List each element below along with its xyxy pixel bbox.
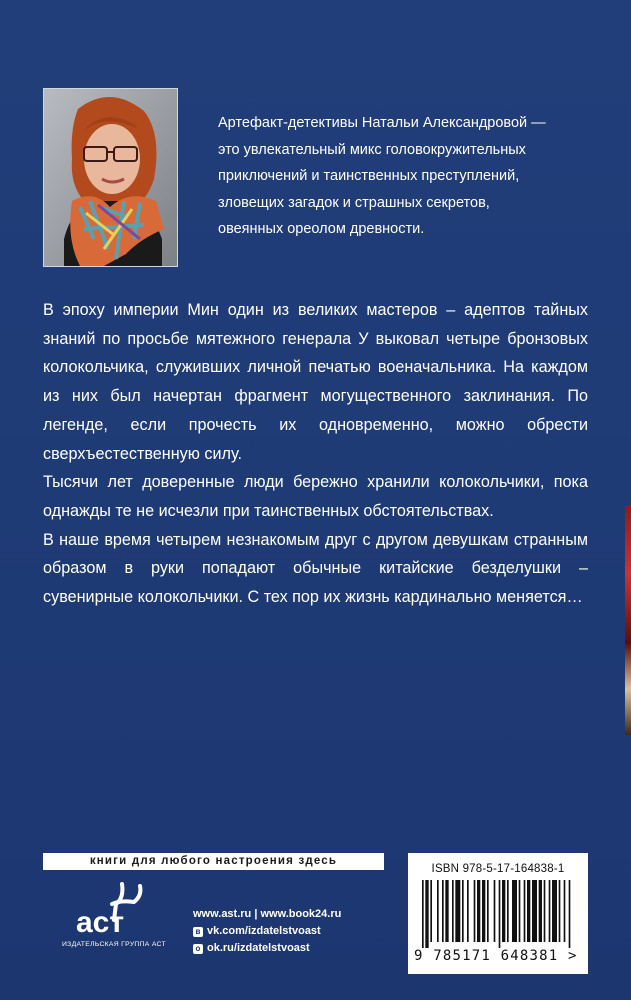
blurb-line: овеянных ореолом древности. — [218, 221, 425, 237]
isbn-label: ISBN 978-5-17-164838-1 — [431, 863, 565, 875]
barcode-bar — [462, 880, 464, 942]
barcode-bar — [452, 880, 454, 942]
publisher-caption: ИЗДАТЕЛЬСКАЯ ГРУППА АСТ — [62, 941, 166, 948]
barcode-bar — [499, 880, 501, 948]
website-link[interactable] — [193, 906, 403, 923]
front-cover-edge — [625, 505, 631, 735]
barcode-bar — [477, 880, 480, 942]
barcode-bar — [524, 880, 526, 942]
barcode-bar — [532, 880, 537, 942]
ok-text: ok.ru/izdatelstvoast — [207, 942, 310, 954]
barcode-bar — [539, 880, 542, 942]
barcode-bar — [502, 880, 505, 942]
barcode-bar — [467, 880, 469, 942]
barcode-bar — [494, 880, 496, 942]
barcode-bar — [544, 880, 546, 942]
barcode-bar — [549, 880, 551, 942]
barcode-bar — [552, 880, 557, 942]
isbn-barcode-box — [408, 853, 588, 974]
barcode-bar — [482, 880, 485, 942]
barcode-bar — [455, 880, 460, 942]
vk-text: vk.com/izdatelstvoast — [207, 925, 321, 937]
barcode-bar — [519, 880, 521, 942]
logo-text: аст — [76, 906, 125, 939]
barcode — [422, 880, 572, 948]
blurb-line: Артефакт-детективы Натальи Александровой — — [218, 115, 546, 131]
blurb-line: приключений и таинственных преступлений, — [218, 168, 520, 184]
barcode-bar — [527, 880, 530, 942]
barcode-bar — [422, 880, 424, 948]
author-photo — [43, 88, 178, 267]
barcode-bar — [425, 880, 428, 948]
barcode-bar — [442, 880, 444, 942]
barcode-bar — [569, 880, 571, 948]
description-paragraph: В наше время четырем незнакомым друг с другом девушкам странным образом в руки попадают обычные китайские безделушки – сувенирные колокольчики. С тех пор их жизнь кардинально меняется… — [43, 530, 588, 607]
barcode-bar — [430, 880, 432, 942]
ok-icon: о — [193, 944, 203, 954]
barcode-bar — [437, 880, 439, 942]
author-blurb — [218, 110, 598, 243]
barcode-bar — [559, 880, 561, 942]
barcode-bar — [507, 880, 509, 942]
ok-link[interactable] — [193, 940, 403, 957]
barcode-bar — [445, 880, 448, 942]
publisher-links — [193, 906, 403, 957]
book-description — [43, 296, 588, 612]
blurb-line: зловещих загадок и страшных секретов, — [218, 194, 490, 211]
vk-icon: в — [193, 927, 203, 937]
vk-link[interactable] — [193, 923, 403, 940]
slogan-banner: книги для любого настроения здесь — [43, 853, 384, 870]
description-paragraph: В эпоху империи Мин один из великих мастеров – адептов тайных знаний по просьбе мятежного генерала У выковал четыре бронзовых колокольчика, служивших личной печатью военачальника. На каждом из них был начертан фрагмент могущественного заклинания. По легенде, если прочесть их одновременно, можно обрести сверхъестественную силу. — [43, 301, 588, 463]
publisher-logo — [58, 880, 178, 970]
barcode-bar — [474, 880, 476, 942]
website-text: www.ast.ru | www.book24.ru — [193, 908, 342, 920]
barcode-bar — [512, 880, 517, 942]
barcode-bar — [564, 880, 566, 942]
blurb-line: это увлекательный микс головокружительных — [218, 141, 526, 158]
description-paragraph: Тысячи лет доверенные люди бережно хранили колокольчики, пока однажды те не исчезли при таинственных обстоятельствах. — [43, 473, 588, 520]
barcode-bar — [487, 880, 489, 942]
barcode-digits: 9 785171 648381 > — [414, 948, 578, 964]
